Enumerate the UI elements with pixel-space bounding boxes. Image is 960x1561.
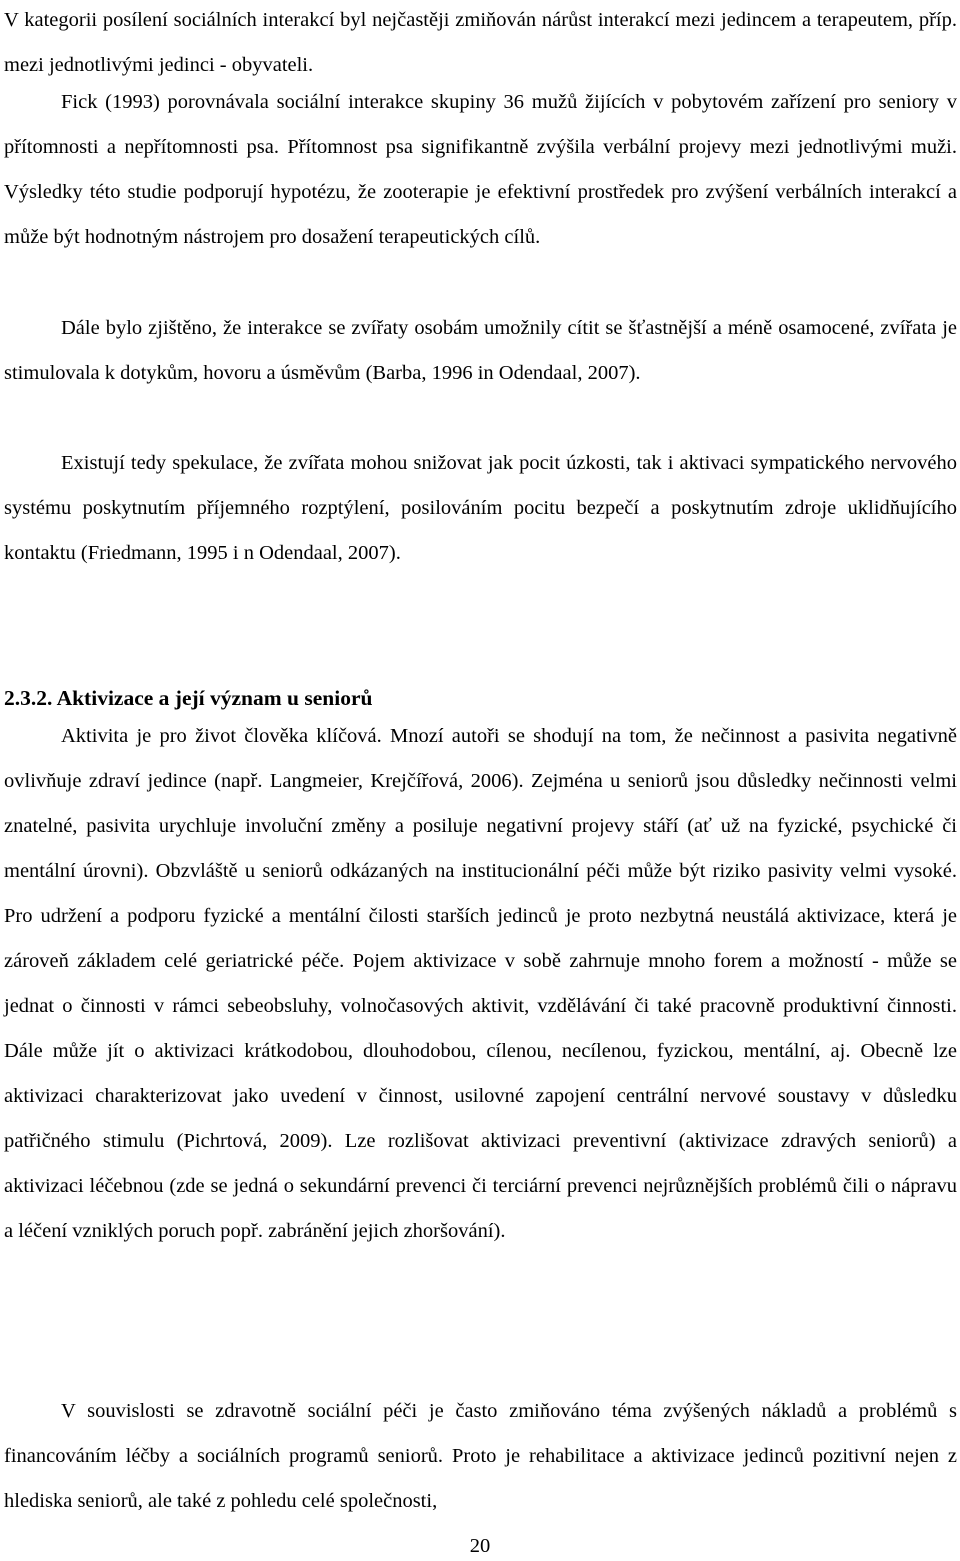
paragraph-speculation: Existují tedy spekulace, že zvířata mohou snižovat jak pocit úzkosti, tak i aktivaci sympatického nervového systému poskytnutím příjemného rozptýlení, posilováním pocitu bezpečí a poskytnutím zdroje uklidňujícího kontaktu (Friedmann, 1995 i n Odendaal, 2007). — [4, 452, 957, 564]
paragraph-barba-study: Dále bylo zjištěno, že interakce se zvířaty osobám umožnily cítit se šťastnější a méně osamocené, zvířata je stimulovala k dotykům, hovoru a úsměvům (Barba, 1996 in Odendaal, 2007). — [4, 317, 957, 384]
page-number: 20 — [469, 1535, 491, 1557]
section-title: Aktivizace a její význam u seniorů — [56, 686, 373, 710]
paragraph-costs: V souvislosti se zdravotně sociální péči je často zmiňováno téma zvýšených nákladů a problémů s financováním léčby a sociálních programů seniorů. Proto je rehabilitace a aktivizace jedinců pozitivní nejen z hlediska seniorů, ale také z pohledu celé společnosti, — [4, 1400, 957, 1512]
paragraph-social-interactions: V kategorii posílení sociálních interakcí byl nejčastěji zmiňován nárůst interakcí mezi jedincem a terapeutem, příp. mezi jednotlivými jedinci - obyvateli. — [4, 9, 957, 76]
paragraph-activity: Aktivita je pro život člověka klíčová. Mnozí autoři se shodují na tom, že nečinnost a pasivita negativně ovlivňuje zdraví jedince (např. Langmeier, Krejčířová, 2006). Zejména u seniorů jsou důsledky nečinnosti velmi znatelné, pasivita urychluje involuční změny a posiluje negativní projevy stáří (ať už na fyzické, psychické či mentální úrovni). Obzvláště u seniorů odkázaných na institucionální péči může být riziko pasivity velmi vysoké. Pro udržení a podporu fyzické a mentální čilosti starších jedinců je proto nezbytná neustálá aktivizace, která je zároveň základem celé geriatrické péče. Pojem aktivizace v sobě zahrnuje mnoho forem a možností - může se jednat o činnosti v rámci sebeobsluhy, volnočasových aktivit, vzdělávání či také pracovně produktivní činnosti. Dále může jít o aktivizaci krátkodobou, dlouhodobou, cílenou, necílenou, fyzickou, mentální, aj. Obecně lze aktivizaci charakterizovat jako uvedení v činnost, usilovné zapojení centrální nervové soustavy v důsledku patřičného stimulu (Pichrtová, 2009). Lze rozlišovat aktivizaci preventivní (aktivizace zdravých seniorů) a aktivizaci léčebnou (zde se jedná o sekundární prevenci či terciární prevenci nejrůznějších problémů čili o nápravu a léčení vzniklých poruch popř. zabránění jejich zhoršování). — [4, 725, 957, 1242]
section-number: 2.3.2. — [4, 686, 53, 710]
paragraph-fick-study: Fick (1993) porovnávala sociální interakce skupiny 36 mužů žijících v pobytovém zařízení pro seniory v přítomnosti a nepřítomnosti psa. Přítomnost psa signifikantně zvýšila verbální projevy mezi jednotlivými muži. Výsledky této studie podporují hypotézu, že zooterapie je efektivní prostředek pro zvýšení verbálních interakcí a může být hodnotným nástrojem pro dosažení terapeutických cílů. — [4, 91, 957, 248]
